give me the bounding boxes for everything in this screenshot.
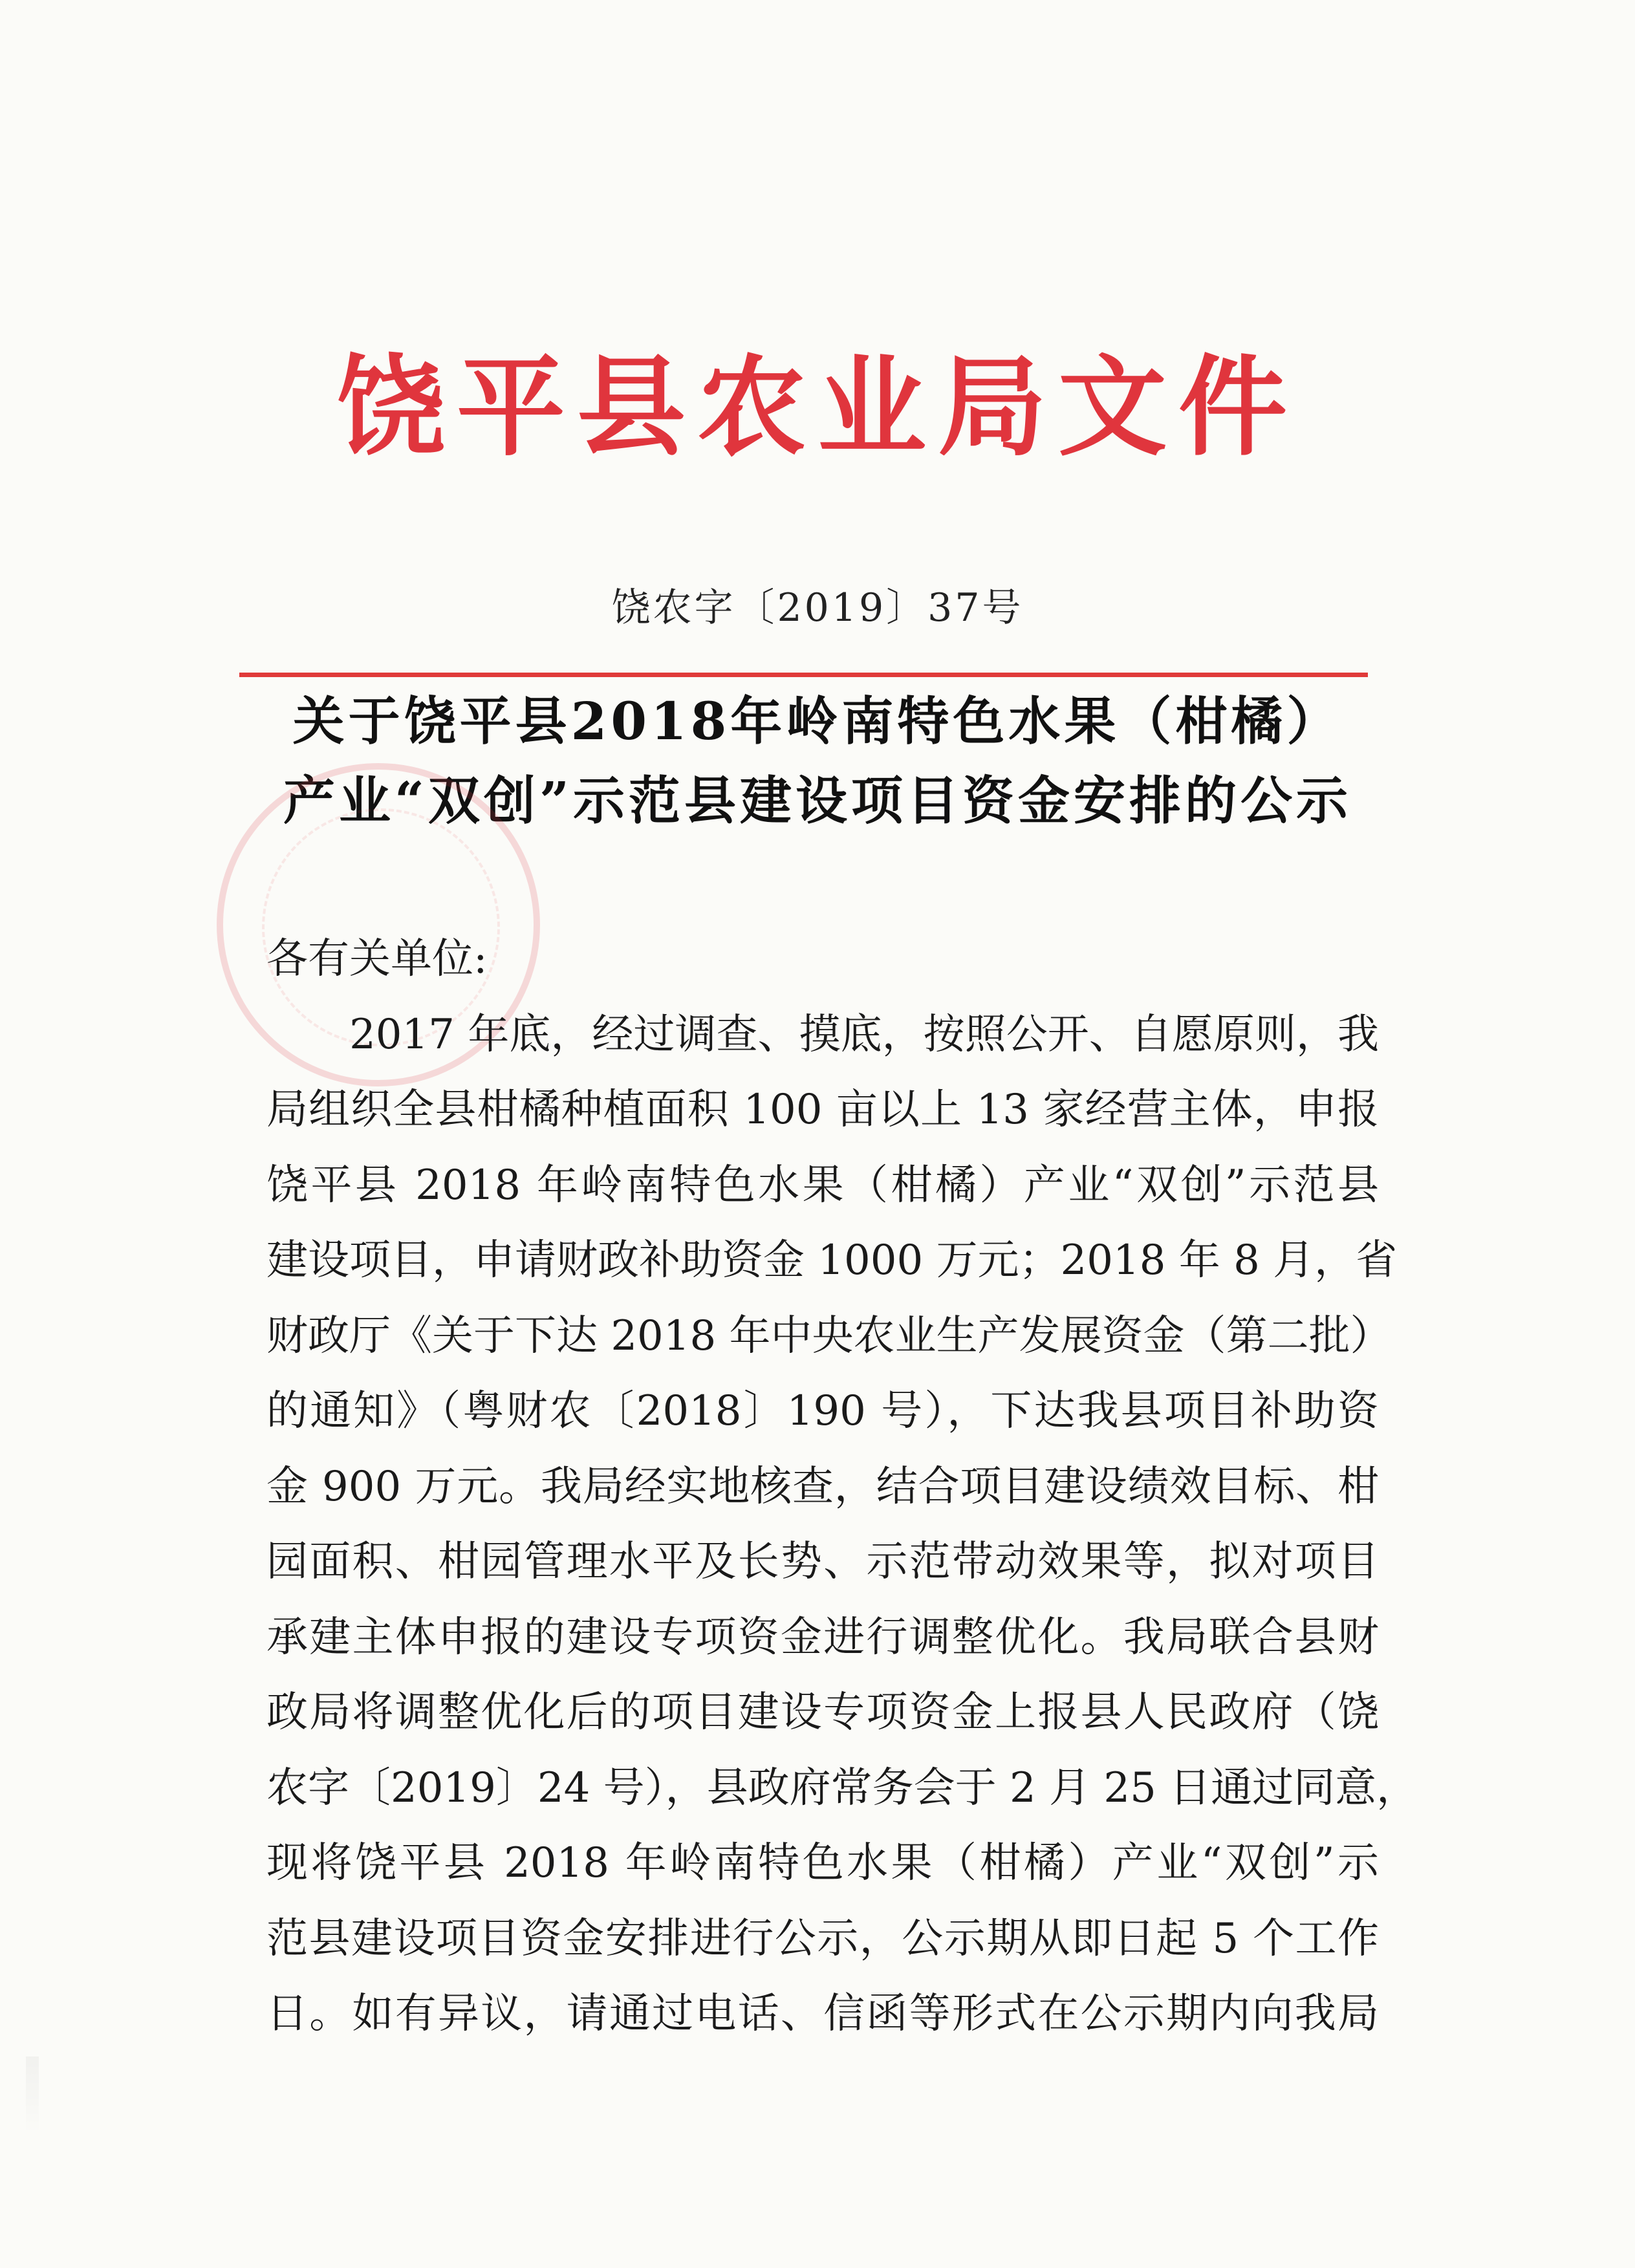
document-number: 饶农字〔2019〕37号 [611, 585, 1024, 631]
scan-artifact [26, 2057, 39, 2134]
body-line: 范县建设项目资金安排进行公示，公示期从即日起 5 个工作 [266, 1914, 1379, 1963]
body-line: 日。如有异议，请通过电话、信函等形式在公示期内向我局 [266, 1990, 1379, 2038]
salutation: 各有关单位: [266, 935, 488, 983]
body-line: 承建主体申报的建设专项资金进行调整优化。我局联合县财 [266, 1613, 1379, 1661]
notice-title-line-2: 产业“双创”示范县建设项目资金安排的公示 [283, 770, 1352, 831]
notice-title-line-1: 关于饶平县2018年岭南特色水果（柑橘） [292, 691, 1343, 751]
body-line: 农字〔2019〕24 号），县政府常务会于 2 月 25 日通过同意， [266, 1764, 1418, 1812]
body-line: 现将饶平县 2018 年岭南特色水果（柑橘）产业“双创”示 [266, 1839, 1379, 1887]
body-line: 金 900 万元。我局经实地核查，结合项目建设绩效目标、柑 [266, 1462, 1379, 1511]
red-divider-line [239, 673, 1368, 677]
body-line: 政局将调整优化后的项目建设专项资金上报县人民政府（饶 [266, 1689, 1379, 1736]
body-line: 建设项目，申请财政补助资金 1000 万元；2018 年 8 月，省 [266, 1237, 1398, 1284]
body-line: 2017 年底，经过调查、摸底，按照公开、自愿原则，我 [266, 1010, 1379, 1059]
body-line: 园面积、柑园管理水平及长势、示范带动效果等，拟对项目 [266, 1538, 1379, 1586]
notice-body [266, 922, 1418, 2052]
body-line: 饶平县 2018 年岭南特色水果（柑橘）产业“双创”示范县 [266, 1161, 1379, 1209]
body-line: 局组织全县柑橘种植面积 100 亩以上 13 家经营主体，申报 [266, 1086, 1379, 1134]
body-line: 财政厅《关于下达 2018 年中央农业生产发展资金（第二批） [266, 1312, 1392, 1360]
body-line: 的通知》（粤财农〔2018〕190 号），下达我县项目补助资 [266, 1387, 1379, 1435]
issuing-authority-header: 饶平县农业局文件 [336, 343, 1299, 471]
